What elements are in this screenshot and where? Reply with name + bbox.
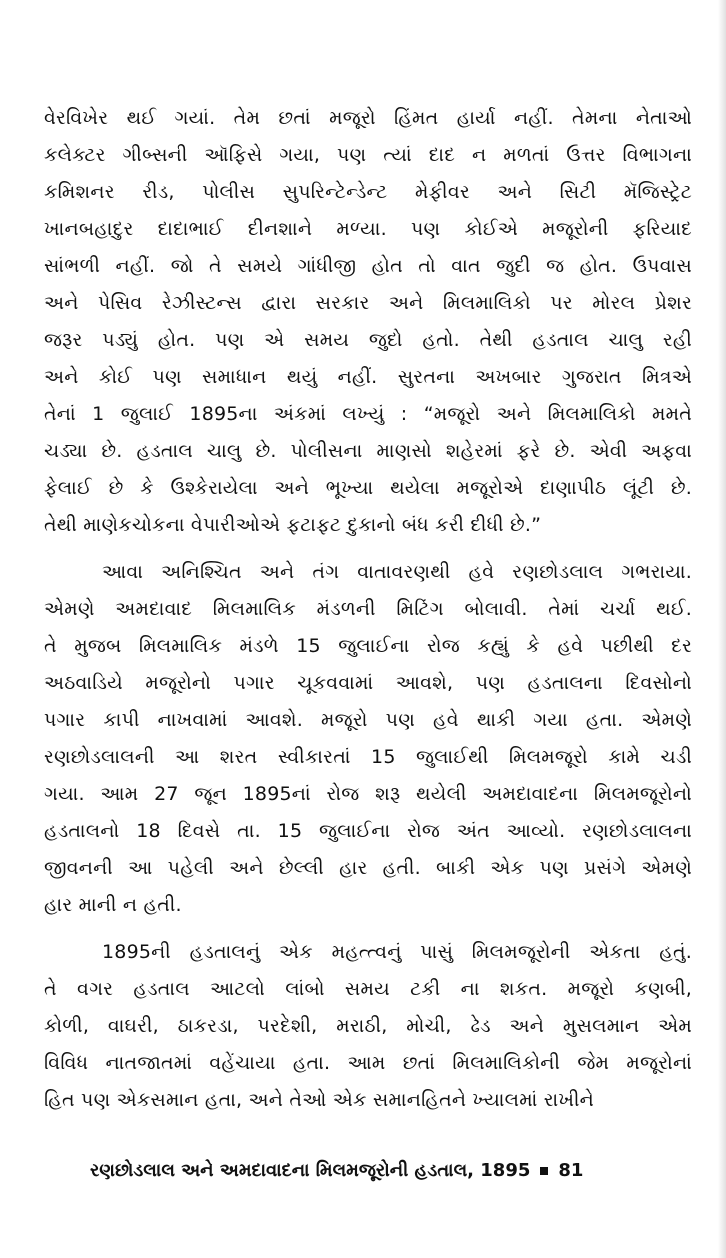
- text-line: તેનાં 1 જુલાઈ 1895ના અંકમાં લખ્યું : “મજૂરો અને મિલમાલિકો મમતે: [44, 403, 692, 425]
- text-line: જીવનની આ પહેલી અને છેલ્લી હાર હતી. બાકી એક પણ પ્રસંગે એમણે: [44, 857, 692, 879]
- running-title: રણછોડલાલ અને અમદાવાદના મિલમજૂરોની હડતાલ, 1895: [90, 1160, 531, 1181]
- text-line: કોળી, વાઘરી, ઠાકરડા, પરદેશી, મરાઠી, મોચી, ઢેડ અને મુસલમાન એમ: [44, 1015, 692, 1037]
- text-line: આવા અનિશ્ચિત અને તંગ વાતાવરણથી હવે રણછોડલાલ ગભરાયા.: [102, 561, 692, 583]
- text-line: એમણે અમદાવાદ મિલમાલિક મંડળની મિટિંગ બોલાવી. તેમાં ચર્ચા થઈ.: [44, 598, 692, 620]
- text-line: તે મુજબ મિલમાલિક મંડળે 15 જુલાઈના રોજ કહ્યું કે હવે પછીથી દર: [44, 635, 692, 657]
- paragraph-3: [44, 934, 692, 1119]
- text-line: ખાનબહાદુર દાદાભાઈ દીનશાને મળ્યા. પણ કોઈએ મજૂરોની ફરિયાદ: [44, 218, 692, 240]
- text-line: વિવિધ નાતજાતમાં વહેંચાયા હતા. આમ છતાં મિલમાલિકોની જેમ મજૂરોનાં: [44, 1052, 692, 1074]
- square-bullet-icon: [540, 1167, 548, 1175]
- text-line: અઠવાડિયે મજૂરોનો પગાર ચૂકવવામાં આવશે, પણ હડતાલના દિવસોનો: [44, 672, 692, 694]
- text-line: કલેક્ટર ગીબ્સની ઑફિસે ગયા, પણ ત્યાં દાદ ન મળતાં ઉત્તર વિભાગના: [44, 144, 692, 166]
- text-line: જરૂર પડ્યું હોત. પણ એ સમય જુદો હતો. તેથી હડતાલ ચાલુ રહી: [44, 329, 692, 351]
- paragraph-2: [44, 554, 692, 924]
- text-line: હડતાલનો 18 દિવસે તા. 15 જુલાઈના રોજ અંત આવ્યો. રણછોડલાલના: [44, 820, 692, 842]
- text-line: હિત પણ એકસમાન હતા, અને તેઓ એક સમાનહિતને ખ્યાલમાં રાખીને: [44, 1089, 594, 1111]
- text-line: ફેલાઈ છે કે ઉશ્કેરાયેલા અને ભૂખ્યા થયેલા મજૂરોએ દાણાપીઠ લૂંટી છે.: [44, 477, 692, 499]
- text-line: ગયા. આમ 27 જૂન 1895નાં રોજ શરૂ થયેલી અમદાવાદના મિલમજૂરોનો: [44, 783, 692, 805]
- text-line: કમિશનર રીડ, પોલીસ સુપરિન્ટેન્ડેન્ટ મેફીવર અને સિટી મૅજિસ્ટ્રેટ: [44, 181, 692, 203]
- paragraph-1: [44, 100, 692, 544]
- text-line: સાંભળી નહીં. જો તે સમયે ગાંધીજી હોત તો વાત જુદી જ હોત. ઉપવાસ: [44, 255, 692, 277]
- text-line: 1895ની હડતાલનું એક મહત્ત્વનું પાસું મિલમજૂરોની એકતા હતું.: [102, 941, 692, 963]
- body-text: [44, 100, 692, 1129]
- text-line: અને કોઈ પણ સમાધાન થયું નહીં. સુરતના અખબાર ગુજરાત મિત્રએ: [44, 366, 692, 388]
- text-line: રણછોડલાલની આ શરત સ્વીકારતાં 15 જુલાઈથી મિલમજૂરો કામે ચડી: [44, 746, 692, 768]
- text-line: હાર માની ન હતી.: [44, 894, 182, 916]
- text-line: તેથી માણેકચોકના વેપારીઓએ ફટાફટ દુકાનો બંધ કરી દીધી છે.”: [44, 514, 542, 536]
- text-line: અને પેસિવ રેઝીસ્ટન્સ દ્વારા સરકાર અને મિલમાલિકો પર મોરલ પ્રેશર: [44, 292, 692, 314]
- page-footer: [90, 1156, 650, 1186]
- text-line: તે વગર હડતાલ આટલો લાંબો સમય ટકી ના શકત. મજૂરો કણબી,: [44, 978, 692, 1000]
- text-line: પગાર કાપી નાખવામાં આવશે. મજૂરો પણ હવે થાકી ગયા હતા. એમણે: [44, 709, 692, 731]
- text-line: વેરવિખેર થઈ ગયાં. તેમ છતાં મજૂરો હિંમત હાર્યા નહીં. તેમના નેતાઓ: [44, 107, 692, 129]
- text-line: ચડ્યા છે. હડતાલ ચાલુ છે. પોલીસના માણસો શહેરમાં ફરે છે. એવી અફવા: [44, 440, 692, 462]
- page-number: 81: [558, 1160, 584, 1181]
